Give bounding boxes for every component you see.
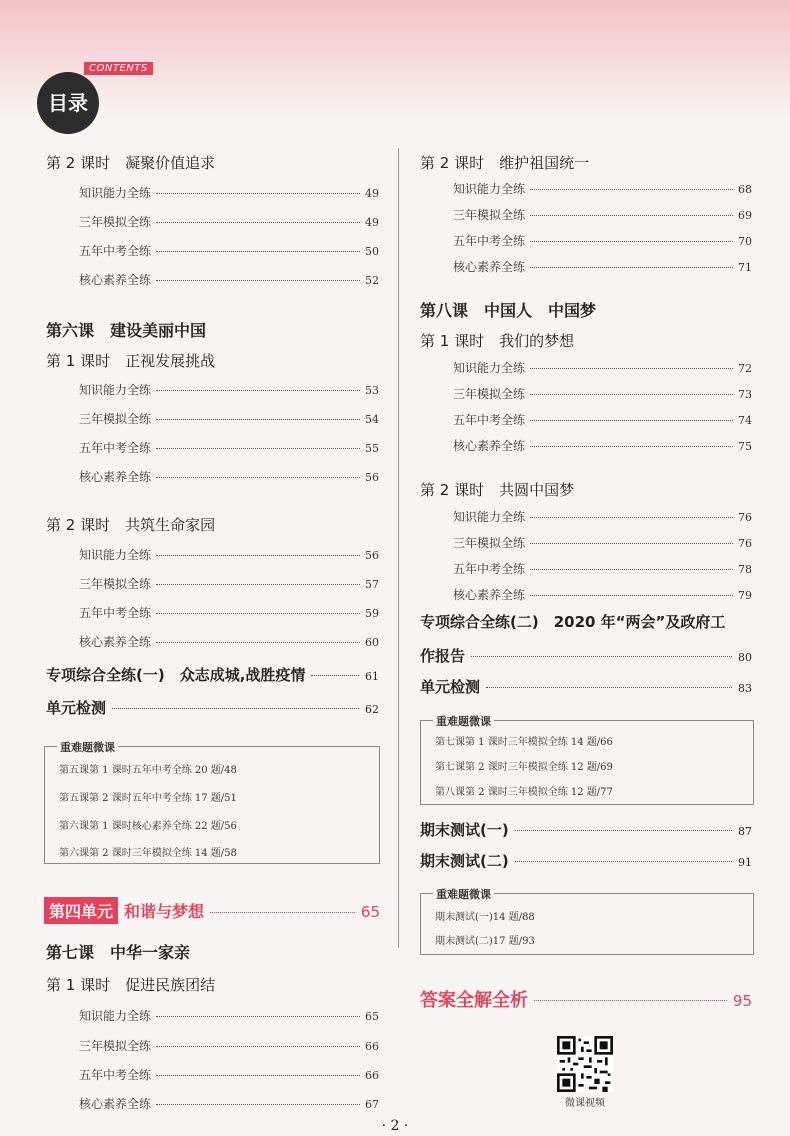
special-practice-entry[interactable]: 作报告 80 (420, 647, 752, 665)
unit-test-entry[interactable]: 单元检测 83 (420, 678, 752, 696)
box-title: 重难题微课 (433, 713, 494, 729)
qr-label: 微课视频 (565, 1098, 605, 1109)
section-title: 第 2 课时 维护祖国统一 (420, 154, 590, 172)
lesson-title: 第六课 建设美丽中国 (46, 321, 207, 340)
toc-entry[interactable]: 核心素养全练 60 (79, 635, 379, 649)
answers-title: 答案全解全析 (420, 990, 528, 1011)
header-band (0, 0, 790, 120)
box-item[interactable]: 第七课第 1 课时三年模拟全练 14 题/66 (435, 737, 613, 748)
micro-lesson-box (420, 888, 754, 955)
toc-badge: 目录 (37, 72, 99, 134)
box-item[interactable]: 第五课第 2 课时五年中考全练 17 题/51 (59, 793, 237, 804)
toc-entry[interactable]: 五年中考全练 66 (79, 1068, 379, 1082)
section-title: 第 1 课时 正视发展挑战 (46, 352, 216, 370)
toc-entry[interactable]: 五年中考全练 59 (79, 606, 379, 620)
toc-entry[interactable]: 五年中考全练 74 (453, 413, 752, 427)
toc-entry[interactable]: 知识能力全练 49 (79, 186, 379, 200)
box-item[interactable]: 第六课第 2 课时三年模拟全练 14 题/58 (59, 848, 237, 859)
unit-label: 第四单元 (44, 897, 118, 924)
special-practice-title[interactable]: 专项综合全练(二) 2020 年“两会”及政府工 (420, 613, 726, 631)
final-test-entry[interactable]: 期末测试(一) 87 (420, 821, 752, 839)
section-title: 第 1 课时 我们的梦想 (420, 332, 575, 350)
special-practice-entry[interactable]: 专项综合全练(一) 众志成城,战胜疫情 61 (46, 666, 379, 684)
micro-lesson-box (420, 715, 754, 805)
toc-entry[interactable]: 五年中考全练 70 (453, 234, 752, 248)
unit-heading[interactable] (44, 897, 380, 924)
section-title: 第 2 课时 共筑生命家园 (46, 516, 216, 534)
section-title: 第 2 课时 凝聚价值追求 (46, 154, 216, 172)
toc-entry[interactable]: 知识能力全练 65 (79, 1009, 379, 1023)
qr-code-icon[interactable] (557, 1036, 613, 1092)
box-item[interactable]: 第六课第 1 课时核心素养全练 22 题/56 (59, 821, 237, 832)
toc-entry[interactable]: 核心素养全练 71 (453, 260, 752, 274)
answers-page: 95 (732, 992, 752, 1010)
toc-entry[interactable]: 五年中考全练 55 (79, 441, 379, 455)
lesson-title: 第七课 中华一家亲 (46, 943, 191, 962)
toc-entry[interactable]: 知识能力全练 72 (453, 361, 752, 375)
contents-tag: CONTENTS (84, 62, 153, 75)
box-title: 重难题微课 (433, 886, 494, 902)
toc-entry[interactable]: 核心素养全练 56 (79, 470, 379, 484)
box-item[interactable]: 期末测试(二)17 题/93 (435, 936, 535, 947)
toc-entry[interactable]: 知识能力全练 68 (453, 182, 752, 196)
column-divider (398, 148, 399, 948)
toc-entry[interactable]: 三年模拟全练 76 (453, 536, 752, 550)
answers-entry[interactable] (420, 986, 752, 1012)
toc-entry[interactable]: 知识能力全练 76 (453, 510, 752, 524)
toc-entry[interactable]: 三年模拟全练 57 (79, 577, 379, 591)
toc-entry[interactable]: 三年模拟全练 66 (79, 1039, 379, 1053)
box-item[interactable]: 第七课第 2 课时三年模拟全练 12 题/69 (435, 762, 613, 773)
unit-title: 和谐与梦想 (124, 902, 205, 921)
unit-test-entry[interactable]: 单元检测 62 (46, 699, 379, 717)
toc-entry[interactable]: 核心素养全练 67 (79, 1097, 379, 1111)
toc-entry[interactable]: 五年中考全练 50 (79, 244, 379, 258)
lesson-title: 第八课 中国人 中国梦 (420, 301, 597, 320)
toc-entry[interactable]: 三年模拟全练 73 (453, 387, 752, 401)
box-title: 重难题微课 (57, 739, 118, 755)
toc-entry[interactable]: 五年中考全练 78 (453, 562, 752, 576)
toc-entry[interactable]: 三年模拟全练 69 (453, 208, 752, 222)
box-item[interactable]: 期末测试(一)14 题/88 (435, 912, 535, 923)
toc-entry[interactable]: 三年模拟全练 49 (79, 215, 379, 229)
micro-lesson-box (44, 741, 380, 864)
box-item[interactable]: 第八课第 2 课时三年模拟全练 12 题/77 (435, 787, 613, 798)
section-title: 第 1 课时 促进民族团结 (46, 976, 216, 994)
toc-entry[interactable]: 知识能力全练 53 (79, 383, 379, 397)
toc-entry[interactable]: 核心素养全练 52 (79, 273, 379, 287)
page-number: · 2 · (381, 1118, 409, 1134)
section-title: 第 2 课时 共圆中国梦 (420, 481, 575, 499)
toc-entry[interactable]: 核心素养全练 75 (453, 439, 752, 453)
unit-page: 65 (360, 903, 380, 921)
box-item[interactable]: 第五课第 1 课时五年中考全练 20 题/48 (59, 765, 237, 776)
final-test-entry[interactable]: 期末测试(二) 91 (420, 852, 752, 870)
toc-entry[interactable]: 核心素养全练 79 (453, 588, 752, 602)
toc-entry[interactable]: 三年模拟全练 54 (79, 412, 379, 426)
toc-entry[interactable]: 知识能力全练 56 (79, 548, 379, 562)
